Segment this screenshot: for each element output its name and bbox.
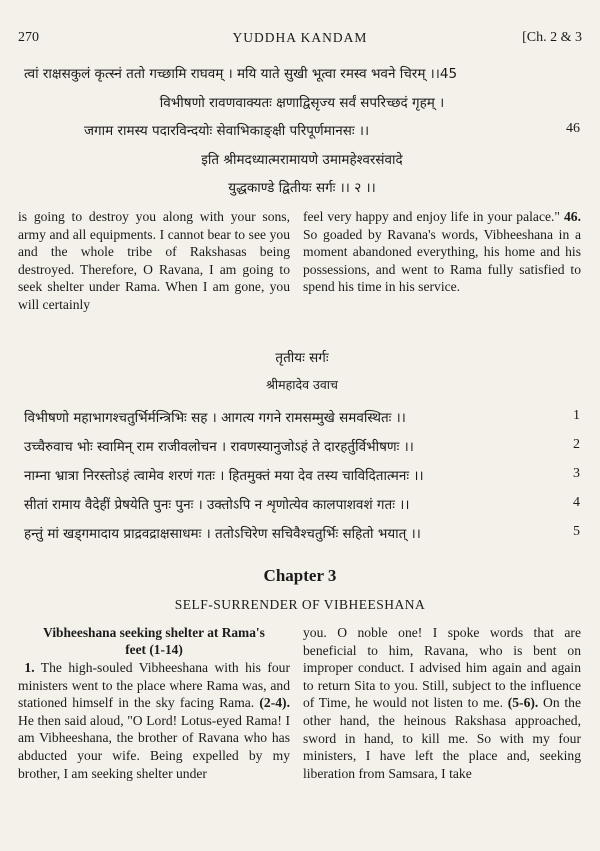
chapter-subtitle: SELF-SURRENDER OF VIBHEESHANA bbox=[174, 597, 426, 612]
verse-line: उच्चैरुवाच भोः स्वामिन् राम राजीवलोचन । रावणस्यानुजोऽहं ते दारहर्तुर्विभीषणः ।। 2 bbox=[24, 437, 580, 455]
colophon-line: इति श्रीमदध्यात्मरामायणे उमामहेश्वरसंवादे bbox=[201, 152, 403, 168]
verse-number: 45 bbox=[439, 66, 458, 82]
left-column-text bbox=[18, 208, 290, 314]
verse-number: 3 bbox=[573, 466, 580, 481]
verse-line: जगाम रामस्य पदारविन्दयोः सेवाभिकाङ्क्षी परिपूर्णमानसः ।। 46 bbox=[84, 121, 580, 139]
paragraph-number: 46. bbox=[564, 209, 581, 224]
chapter-reference: [Ch. 2 & 3 bbox=[522, 30, 582, 45]
running-title: YUDDHA KANDAM bbox=[232, 30, 368, 45]
verse-number: 2 bbox=[573, 437, 580, 452]
right-column-text bbox=[303, 208, 581, 296]
paragraph: 1. The high-souled Vibheeshana with his four ministers went to the place where Rama was, and stationed himself in the sky facing Rama. (2-4). He then said aloud, "O Lord! Lotus-eyed Rama! I am Vibheeshana, the brother of Ravana who has abducted your wife. Being expelled by my brother, I am seeking shelter under bbox=[18, 660, 290, 781]
verse-line: विभीषणो महाभागश्चतुर्भिर्मन्त्रिभिः सह । आगत्य गगने रामसम्मुखे समवस्थितः ।। 1 bbox=[24, 408, 580, 426]
verse-line: विभीषणो रावणवाक्यतः क्षणाद्विसृज्य सर्वं सपरिच्छदं गृहम् । bbox=[159, 95, 445, 111]
section-heading: Vibheeshana seeking shelter at Rama's feet (1-14) bbox=[43, 625, 265, 657]
page-header bbox=[18, 30, 582, 48]
paragraph: feel very happy and enjoy life in your palace." 46. So goaded by Ravana's words, Vibheeshana in a moment abandoned everything, his home and his possessions, and went to Rama fully satisfied to spend his time in his service. bbox=[303, 209, 581, 295]
paragraph: you. O noble one! I spoke words that are beneficial to him, Ravana, who is bent on improper conduct. I advised him again and again to return Sita to you. Still, subject to the influence of Time, he would not listen to me. (5-6). On the other hand, the heinous Rakshasa approached, sword in hand, to kill me. So with my four ministers, I have left the place and, seeking liberation from Samsara, I take bbox=[303, 625, 581, 781]
right-column-text bbox=[303, 624, 581, 782]
verse-number: 4 bbox=[573, 495, 580, 510]
verse-number: 5 bbox=[573, 524, 580, 539]
verse-reference: (5-6). bbox=[507, 695, 539, 711]
verse-number: 1 bbox=[573, 408, 580, 423]
verse-line: सीतां रामाय वैदेहीं प्रेषयेति पुनः पुनः । उक्तोऽपि न शृणोत्येव कालपाशवशं गतः ।। 4 bbox=[24, 495, 580, 513]
chapter-title: Chapter 3 bbox=[263, 566, 337, 585]
paragraph: is going to destroy you along with your sons, army and all equipments. I cannot bear to see you and the whole tribe of Rakshasas being destroyed. Therefore, O Ravana, I am going to seek shelter under Rama. When I am gone, you will certainly bbox=[18, 209, 290, 312]
page-number: 270 bbox=[18, 30, 39, 45]
left-column-text bbox=[18, 624, 290, 782]
colophon-line: युद्धकाण्डे द्वितीयः सर्गः ।। २ ।। bbox=[228, 180, 376, 196]
verse-reference: (2-4). bbox=[259, 695, 290, 711]
speaker-line: श्रीमहादेव उवाच bbox=[266, 377, 338, 392]
verse-line: त्वां राक्षसकुलं कृत्स्नं ततो गच्छामि राघवम् । मयि याते सुखी भूत्वा रमस्व भवने चिरम् ।।45 bbox=[24, 66, 458, 82]
paragraph-number: 1. bbox=[24, 660, 35, 675]
sarga-heading: तृतीयः सर्गः bbox=[275, 350, 329, 366]
verse-line: नाम्ना भ्रात्रा निरस्तोऽहं त्वामेव शरणं गतः । हितमुक्तं मया देव तस्य चाविदितात्मनः ।। 3 bbox=[24, 466, 580, 484]
verse-number: 46 bbox=[566, 121, 580, 136]
verse-line: हन्तुं मां खड्गमादाय प्राद्रवद्राक्षसाधमः । ततोऽचिरेण सचिवैश्चतुर्भिः सहितो भयात् ।। 5 bbox=[24, 524, 580, 542]
